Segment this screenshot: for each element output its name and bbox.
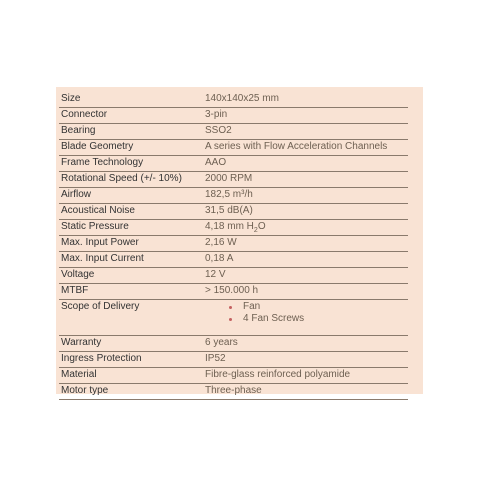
spec-row-scope-of-delivery: [59, 300, 408, 336]
spec-row-acoustical-noise: [59, 204, 408, 220]
spec-row-size: [59, 92, 408, 108]
spec-label: Blade Geometry: [59, 140, 202, 156]
spec-value: [202, 300, 408, 336]
spec-panel: [56, 87, 423, 394]
spec-row-motor-type: [59, 384, 408, 400]
spec-label: MTBF: [59, 284, 202, 300]
spec-value: 2000 RPM: [202, 172, 408, 188]
spec-value: 0,18 A: [202, 252, 408, 268]
spec-label: Frame Technology: [59, 156, 202, 172]
spec-label: Rotational Speed (+/- 10%): [59, 172, 202, 188]
spec-label: Motor type: [59, 384, 202, 400]
spec-row-frame-technology: [59, 156, 408, 172]
spec-value: Three-phase: [202, 384, 408, 400]
spec-label: Max. Input Current: [59, 252, 202, 268]
spec-value: 31,5 dB(A): [202, 204, 408, 220]
list-item-label: Fan: [243, 301, 261, 312]
spec-value: 12 V: [202, 268, 408, 284]
spec-label: Connector: [59, 108, 202, 124]
spec-row-warranty: [59, 336, 408, 352]
spec-row-rotational-speed: [59, 172, 408, 188]
spec-table: [59, 92, 408, 400]
spec-label: Warranty: [59, 336, 202, 352]
spec-row-connector: [59, 108, 408, 124]
spec-value: > 150.000 h: [202, 284, 408, 300]
spec-row-blade-geometry: [59, 140, 408, 156]
spec-row-max-input-power: [59, 236, 408, 252]
spec-value: Fibre-glass reinforced polyamide: [202, 368, 408, 384]
spec-value: SSO2: [202, 124, 408, 140]
list-item: [229, 301, 406, 313]
spec-label: Material: [59, 368, 202, 384]
bullet-icon: [229, 306, 232, 309]
spec-row-material: [59, 368, 408, 384]
spec-value: 3-pin: [202, 108, 408, 124]
bullet-icon: [229, 318, 232, 321]
spec-label: Size: [59, 92, 202, 108]
spec-value-subscript: 2: [253, 227, 258, 234]
spec-value: 6 years: [202, 336, 408, 352]
spec-row-mtbf: [59, 284, 408, 300]
list-item-label: 4 Fan Screws: [243, 313, 305, 324]
spec-value-prefix: 4,18 mm H: [205, 221, 254, 232]
delivery-list: [205, 301, 406, 325]
spec-value: IP52: [202, 352, 408, 368]
spec-label: Bearing: [59, 124, 202, 140]
spec-value: 140x140x25 mm: [202, 92, 408, 108]
spec-value: AAO: [202, 156, 408, 172]
list-item: [229, 313, 406, 325]
spec-label: Airflow: [59, 188, 202, 204]
spec-value: [202, 220, 408, 236]
spec-value: 2,16 W: [202, 236, 408, 252]
spec-label: Scope of Delivery: [59, 300, 202, 336]
spec-value: A series with Flow Acceleration Channels: [202, 140, 408, 156]
spec-label: Max. Input Power: [59, 236, 202, 252]
spec-label: Acoustical Noise: [59, 204, 202, 220]
spec-row-max-input-current: [59, 252, 408, 268]
spec-row-ingress-protection: [59, 352, 408, 368]
spec-row-static-pressure: [59, 220, 408, 236]
spec-row-bearing: [59, 124, 408, 140]
spec-label: Ingress Protection: [59, 352, 202, 368]
spec-value-suffix: O: [257, 221, 266, 232]
spec-value: 182,5 m³/h: [202, 188, 408, 204]
spec-label: Voltage: [59, 268, 202, 284]
spec-row-voltage: [59, 268, 408, 284]
spec-row-airflow: [59, 188, 408, 204]
spec-label: Static Pressure: [59, 220, 202, 236]
